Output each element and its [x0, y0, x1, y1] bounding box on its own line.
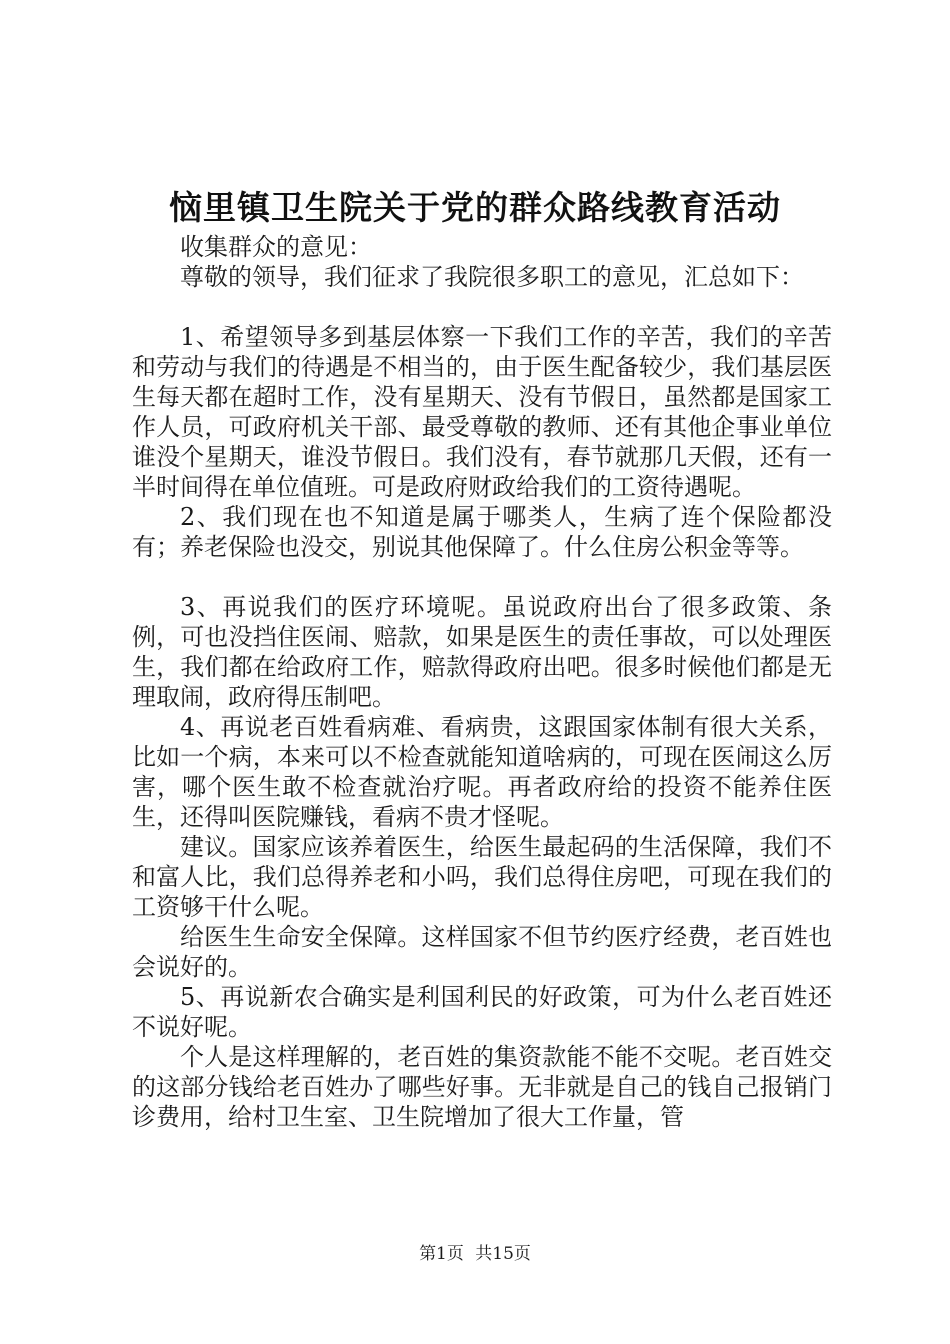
document-title: 恼里镇卫生院关于党的群众路线教育活动 [169, 188, 781, 227]
document-body [132, 232, 832, 1132]
paragraph-item-1: 1、希望领导多到基层体察一下我们工作的辛苦，我们的辛苦和劳动与我们的待遇是不相当的，由于医生配备较少，我们基层医生每天都在超时工作，没有星期天、没有节假日，虽然都是国家工作人员，可政府机关干部、最受尊敬的教师、还有其他企事业单位谁没个星期天，谁没节假日。我们没有，春节就那几天假，还有一半时间得在单位值班。可是政府财政给我们的工资待遇呢。 [132, 323, 832, 501]
page-total: 共15页 [475, 1244, 531, 1264]
paragraph-intro: 收集群众的意见： [180, 233, 372, 261]
paragraph-item-4: 4、再说老百姓看病难、看病贵，这跟国家体制有很大关系，比如一个病，本来可以不检查就能知道啥病的，可现在医闹这么厉害，哪个医生敢不检查就治疗呢。再者政府给的投资不能养住医生，还得叫医院赚钱，看病不贵才怪呢。 [132, 713, 832, 831]
page-footer [0, 1242, 950, 1266]
paragraph-item-5: 5、再说新农合确实是利国利民的好政策，可为什么老百姓还不说好呢。 [132, 983, 832, 1041]
paragraph-item-3: 3、再说我们的医疗环境呢。虽说政府出台了很多政策、条例，可也没挡住医闹、赔款，如果是医生的责任事故，可以处理医生，我们都在给政府工作，赔款得政府出吧。很多时候他们都是无理取闹，政府得压制吧。 [132, 593, 832, 711]
paragraph-safety: 给医生生命安全保障。这样国家不但节约医疗经费，老百姓也会说好的。 [132, 923, 832, 981]
blank-line [132, 562, 832, 592]
paragraph-greeting: 尊敬的领导，我们征求了我院很多职工的意见，汇总如下： [180, 263, 804, 291]
paragraph-personal-view: 个人是这样理解的，老百姓的集资款能不能不交呢。老百姓交的这部分钱给老百姓办了哪些好事。无非就是自己的钱自己报销门诊费用，给村卫生室、卫生院增加了很大工作量，管 [132, 1043, 832, 1131]
blank-line [132, 292, 832, 322]
paragraph-item-2: 2、我们现在也不知道是属于哪类人，生病了连个保险都没有；养老保险也没交，别说其他保障了。什么住房公积金等等。 [132, 503, 832, 561]
paragraph-suggestion: 建议。国家应该养着医生，给医生最起码的生活保障，我们不和富人比，我们总得养老和小吗，我们总得住房吧，可现在我们的工资够干什么呢。 [132, 833, 832, 921]
page-number: 第1页 [419, 1244, 464, 1264]
